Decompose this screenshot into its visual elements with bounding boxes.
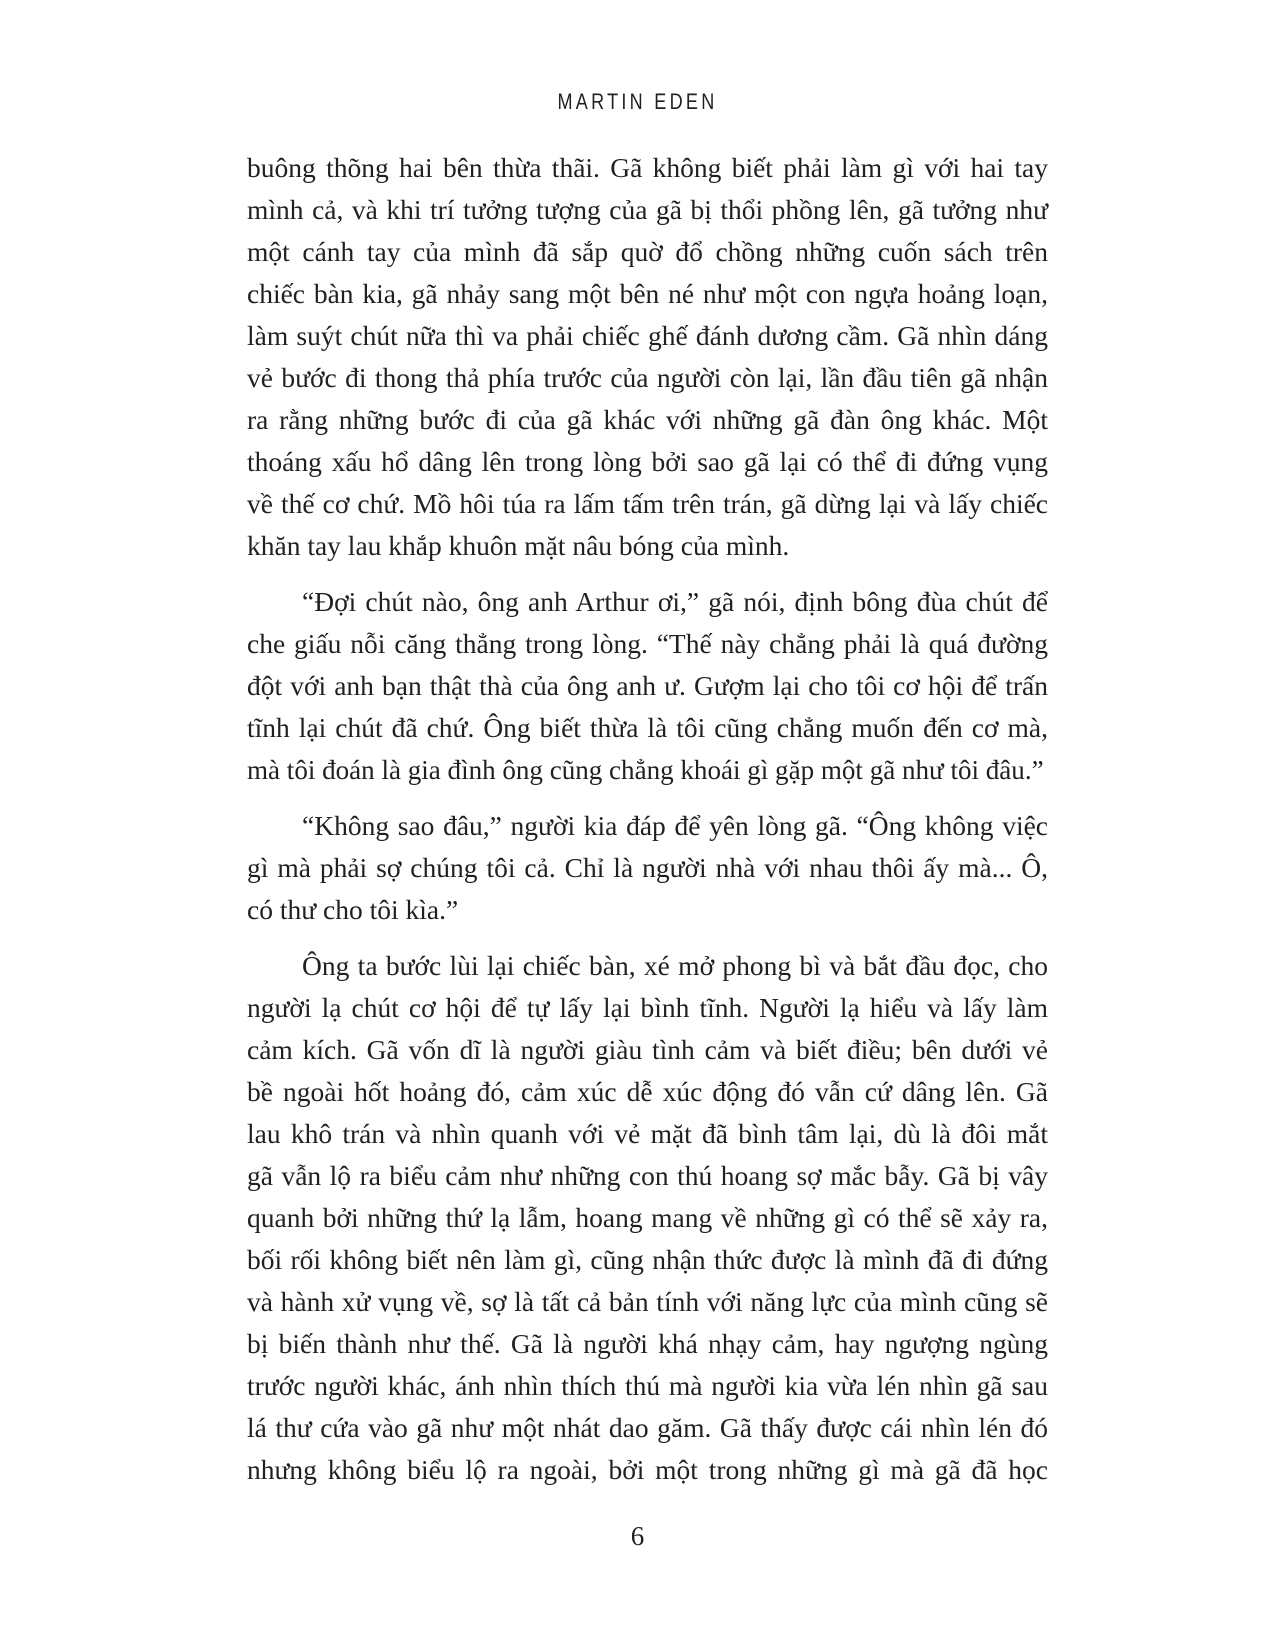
running-head: MARTIN EDEN	[557, 89, 718, 114]
text-line: ra rằng những bước đi của gã khác với những gã đàn ông khác. Một	[247, 404, 1048, 435]
text-line: và hành xử vụng về, sợ là tất cả bản tính với năng lực của mình cũng sẽ	[247, 1286, 1048, 1317]
paragraph-1	[247, 147, 1048, 567]
text-line: bề ngoài hốt hoảng đó, cảm xúc dễ xúc động đó vẫn cứ dâng lên. Gã	[247, 1076, 1048, 1107]
text-line: gã vẫn lộ ra biểu cảm như những con thú hoang sợ mắc bẫy. Gã bị vây	[247, 1160, 1048, 1191]
text-line: quanh bởi những thứ lạ lẫm, hoang mang về những gì có thể sẽ xảy ra,	[247, 1202, 1048, 1233]
text-line: gì mà phải sợ chúng tôi cả. Chỉ là người nhà với nhau thôi ấy mà... Ô,	[247, 852, 1048, 883]
text-line: khăn tay lau khắp khuôn mặt nâu bóng của mình.	[247, 530, 790, 561]
text-line: bối rối không biết nên làm gì, cũng nhận thức được là mình đã đi đứng	[247, 1244, 1048, 1275]
text-line: vẻ bước đi thong thả phía trước của người còn lại, lần đầu tiên gã nhận	[247, 362, 1048, 393]
text-line: tĩnh lại chút đã chứ. Ông biết thừa là tôi cũng chẳng muốn đến cơ mà,	[247, 712, 1048, 743]
text-line: buông thõng hai bên thừa thãi. Gã không biết phải làm gì với hai tay	[247, 152, 1048, 183]
text-line: Ông ta bước lùi lại chiếc bàn, xé mở phong bì và bắt đầu đọc, cho	[302, 950, 1048, 981]
paragraph-3	[247, 805, 1048, 931]
text-line: mà tôi đoán là gia đình ông cũng chẳng khoái gì gặp một gã như tôi đâu.”	[247, 755, 1044, 785]
text-line: làm suýt chút nữa thì va phải chiếc ghế đánh dương cầm. Gã nhìn dáng	[247, 320, 1048, 351]
text-line: mình cả, và khi trí tưởng tượng của gã bị thổi phồng lên, gã tưởng như	[247, 194, 1048, 225]
text-line: có thư cho tôi kìa.”	[247, 894, 459, 925]
text-line: về thế cơ chứ. Mồ hôi túa ra lấm tấm trên trán, gã dừng lại và lấy chiếc	[247, 488, 1048, 519]
text-line: “Đợi chút nào, ông anh Arthur ơi,” gã nói, định bông đùa chút để	[302, 586, 1048, 617]
text-line: nhưng không biểu lộ ra ngoài, bởi một trong những gì mà gã đã học	[247, 1454, 1048, 1485]
text-line: thoáng xấu hổ dâng lên trong lòng bởi sao gã lại có thể đi đứng vụng	[247, 446, 1048, 477]
text-line: che giấu nỗi căng thẳng trong lòng. “Thế này chẳng phải là quá đường	[247, 628, 1048, 659]
text-line: lau khô trán và nhìn quanh với vẻ mặt đã bình tâm lại, dù là đôi mắt	[247, 1118, 1048, 1149]
text-line: người lạ chút cơ hội để tự lấy lại bình tĩnh. Người lạ hiểu và lấy làm	[247, 992, 1048, 1023]
text-line: một cánh tay của mình đã sắp quờ đổ chồng những cuốn sách trên	[247, 236, 1048, 267]
text-line: chiếc bàn kia, gã nhảy sang một bên né như một con ngựa hoảng loạn,	[247, 278, 1048, 309]
text-line: trước người khác, ánh nhìn thích thú mà người kia vừa lén nhìn gã sau	[247, 1370, 1048, 1401]
text-line: cảm kích. Gã vốn dĩ là người giàu tình cảm và biết điều; bên dưới vẻ	[247, 1034, 1048, 1065]
page-number: 6	[630, 1521, 645, 1551]
text-line: đột với anh bạn thật thà của ông anh ư. Gượm lại cho tôi cơ hội để trấn	[247, 670, 1048, 701]
text-line: lá thư cứa vào gã như một nhát dao găm. Gã thấy được cái nhìn lén đó	[247, 1412, 1048, 1443]
text-line: bị biến thành như thế. Gã là người khá nhạy cảm, hay ngượng ngùng	[247, 1328, 1048, 1359]
paragraph-4	[247, 945, 1048, 1491]
paragraph-2	[247, 581, 1048, 791]
body-text	[247, 147, 1048, 1505]
text-line: “Không sao đâu,” người kia đáp để yên lòng gã. “Ông không việc	[302, 810, 1048, 841]
